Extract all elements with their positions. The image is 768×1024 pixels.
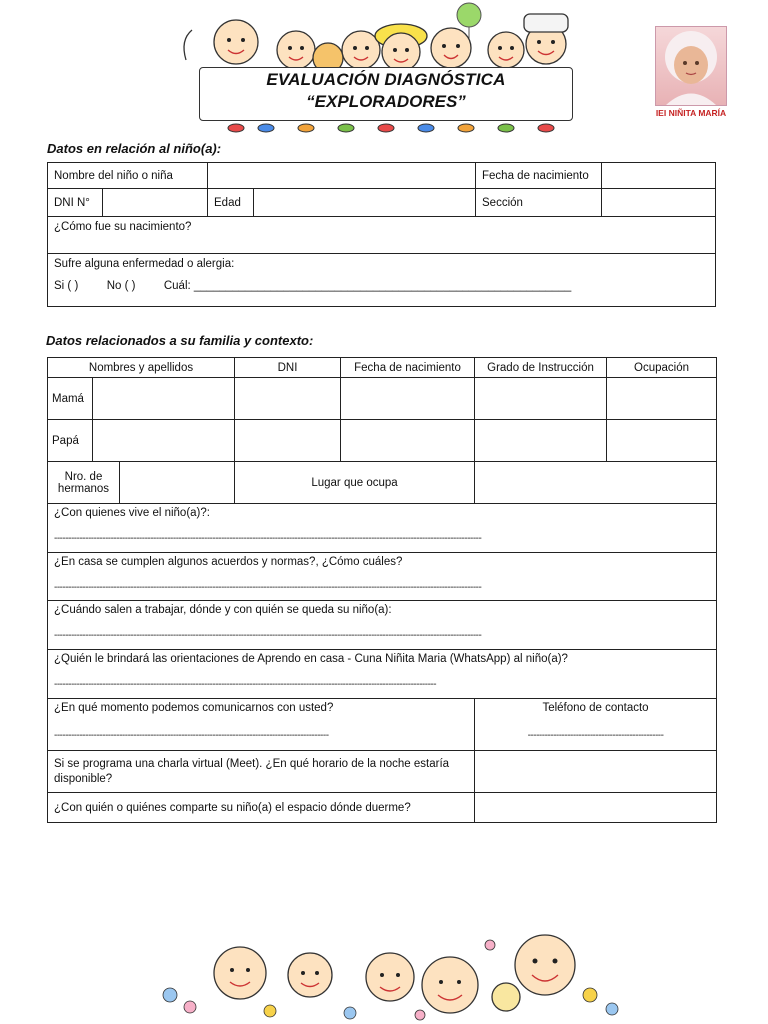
child-photo-icon — [656, 27, 726, 105]
contact-phone-label: Teléfono de contacto — [542, 702, 649, 714]
rules-question[interactable] — [48, 553, 717, 601]
child-name-field[interactable] — [208, 163, 476, 189]
lives-with-answer-line[interactable]: ------------------------------------------------------------------------------------------------------------------------------------------------------- — [54, 533, 482, 544]
title-banner — [199, 67, 573, 121]
school-logo-photo — [655, 26, 727, 106]
sleep-answer-field[interactable] — [475, 793, 717, 823]
siblings-label: Nro. de hermanos — [48, 462, 120, 504]
child-birth-date-field[interactable] — [602, 163, 716, 189]
section2-title: Datos relacionados a su familia y contexto: — [46, 333, 314, 348]
col-header-birth: Fecha de nacimiento — [341, 358, 475, 378]
birth-question-label: ¿Cómo fue su nacimiento? — [54, 221, 192, 233]
father-education-field[interactable] — [475, 420, 607, 462]
birth-question[interactable] — [48, 217, 716, 254]
child-name-label: Nombre del niño o niña — [48, 163, 208, 189]
illness-question[interactable] — [48, 254, 716, 307]
guidance-label: ¿Quién le brindará las orientaciones de Aprendo en casa - Cuna Niñita Maria (WhatsApp) al niño(a)? — [54, 653, 568, 665]
rules-label: ¿En casa se cumplen algunos acuerdos y normas?, ¿Cómo cuáles? — [54, 556, 403, 568]
school-name: IEI NIÑITA MARÍA — [655, 108, 727, 118]
family-data-table — [47, 357, 717, 823]
mother-dni-field[interactable] — [235, 378, 341, 420]
col-header-education: Grado de Instrucción — [475, 358, 607, 378]
dni-label: DNI N° — [48, 189, 103, 217]
row-label-mother: Mamá — [48, 378, 93, 420]
guidance-question[interactable] — [48, 650, 717, 699]
child-data-table — [47, 162, 716, 307]
child-birth-date-label: Fecha de nacimiento — [476, 163, 602, 189]
meet-answer-field[interactable] — [475, 751, 717, 793]
work-question[interactable] — [48, 601, 717, 650]
mother-education-field[interactable] — [475, 378, 607, 420]
no-option[interactable]: No ( ) — [106, 280, 136, 292]
contact-phone-cell[interactable] — [475, 699, 717, 751]
mother-name-field[interactable] — [93, 378, 235, 420]
work-label: ¿Cuándo salen a trabajar, dónde y con quién se queda su niño(a): — [54, 604, 392, 616]
lives-with-question[interactable] — [48, 504, 717, 553]
birth-order-label: Lugar que ocupa — [235, 462, 475, 504]
mother-birth-field[interactable] — [341, 378, 475, 420]
father-name-field[interactable] — [93, 420, 235, 462]
col-header-names: Nombres y apellidos — [48, 358, 235, 378]
work-answer-line[interactable]: ------------------------------------------------------------------------------------------------------------------------------------------------------- — [54, 630, 482, 641]
contact-time-label: ¿En qué momento podemos comunicarnos con usted? — [54, 702, 334, 714]
father-birth-field[interactable] — [341, 420, 475, 462]
illness-question-label: Sufre alguna enfermedad o alergia: — [54, 258, 235, 270]
footer-kids-illustration — [150, 925, 630, 1024]
guidance-answer-line[interactable]: --------------------------------------------------------------------------------------------------------------------------------------- — [54, 679, 437, 690]
section-field[interactable] — [602, 189, 716, 217]
mother-occupation-field[interactable] — [607, 378, 717, 420]
father-occupation-field[interactable] — [607, 420, 717, 462]
birth-order-field[interactable] — [475, 462, 717, 504]
meet-question: Si se programa una charla virtual (Meet). ¿En qué horario de la noche estaría disponible? — [48, 751, 475, 793]
rules-answer-line[interactable]: ------------------------------------------------------------------------------------------------------------------------------------------------------- — [54, 582, 482, 593]
which-illness-field[interactable]: Cuál: ___________________________________________________________ — [163, 280, 572, 292]
section1-title: Datos en relación al niño(a): — [47, 141, 222, 156]
col-header-dni: DNI — [235, 358, 341, 378]
sleep-question: ¿Con quién o quiénes comparte su niño(a) el espacio dónde duerme? — [48, 793, 475, 823]
dni-field[interactable] — [103, 189, 208, 217]
lives-with-label: ¿Con quienes vive el niño(a)?: — [54, 507, 210, 519]
siblings-field[interactable] — [120, 462, 235, 504]
yes-option[interactable]: Si ( ) — [54, 280, 79, 292]
title-line-2: “EXPLORADORES” — [306, 92, 466, 111]
section-label: Sección — [476, 189, 602, 217]
col-header-occupation: Ocupación — [607, 358, 717, 378]
contact-phone-answer-line[interactable]: ------------------------------------------------ — [527, 730, 664, 741]
contact-time-question[interactable] — [48, 699, 475, 751]
title-line-1: EVALUACIÓN DIAGNÓSTICA — [266, 70, 506, 89]
age-field[interactable] — [254, 189, 476, 217]
contact-time-answer-line[interactable]: ------------------------------------------------------------------------------------------------- — [54, 730, 329, 741]
father-dni-field[interactable] — [235, 420, 341, 462]
age-label: Edad — [208, 189, 254, 217]
row-label-father: Papá — [48, 420, 93, 462]
